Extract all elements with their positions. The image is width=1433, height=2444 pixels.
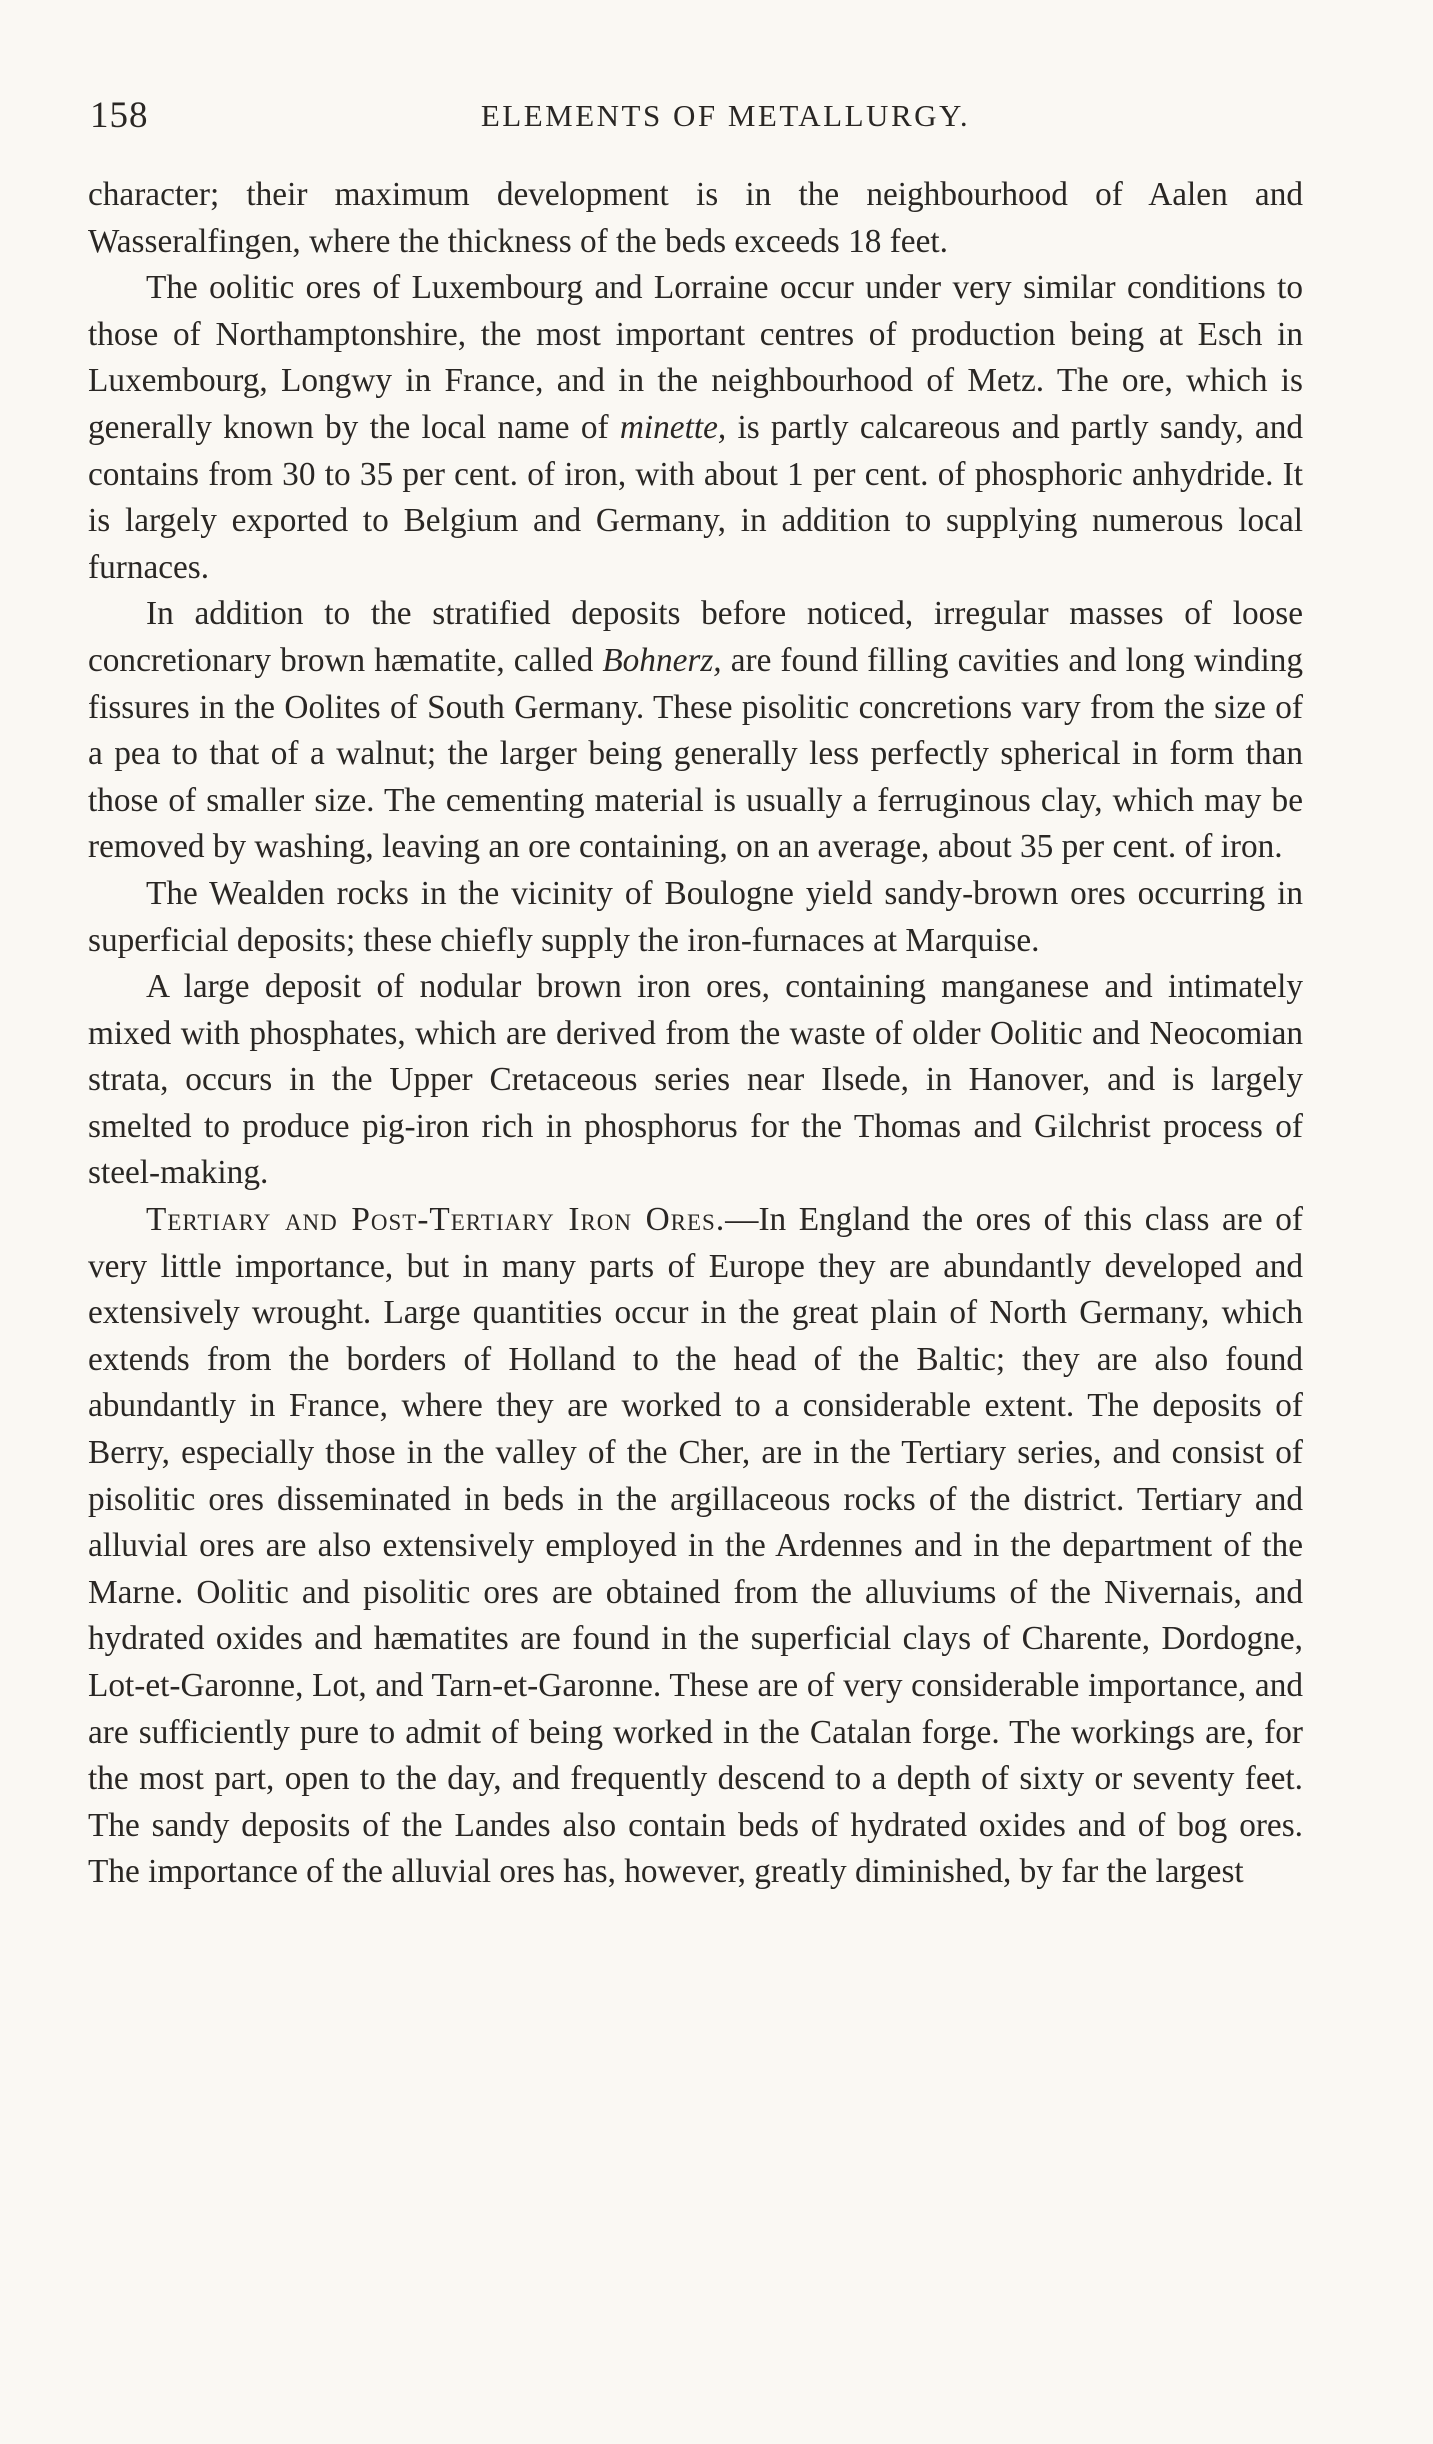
paragraph-5-text: A large deposit of nodular brown iron ores, containing manganese and intimately mixed with phosphates, which are derived from the waste of older Oolitic and Neocomian strata, occurs in the Upper Cretaceous series near Ilsede, in Hanover, and is largely smelted to produce pig-iron rich in phosphorus for the Thomas and Gilchrist process of steel-making. — [88, 968, 1303, 1192]
running-title: ELEMENTS OF METALLURGY. — [480, 98, 971, 133]
paragraph-4-text: The Wealden rocks in the vicinity of Boulogne yield sandy-brown ores occurring in superficial deposits; these chiefly supply the iron-furnaces at Marquise. — [88, 874, 1303, 959]
paragraph-2 — [88, 265, 1303, 591]
italic-term-bohnerz: Bohnerz, — [602, 641, 722, 679]
paragraph-4 — [88, 871, 1303, 964]
running-head — [88, 90, 1303, 150]
body-text — [88, 172, 1303, 1896]
paragraph-6-text: —In England the ores of this class are of very little importance, but in many parts of Europe they are abundantly developed and extensively wrought. Large quantities occur in the great plain of North Germany, which extends from the borders of Holland to the head of the Baltic; they are also found abundantly in France, where they are worked to a considerable extent. The deposits of Berry, especially those in the valley of the Cher, are in the Tertiary series, and consist of pisolitic ores disseminated in beds in the argillaceous rocks of the district. Tertiary and alluvial ores are also extensively employed in the Ardennes and in the department of the Marne. Oolitic and pisolitic ores are obtained from the alluviums of the Nivernais, and hydrated oxides and hæmatites are found in the superficial clays of Charente, Dordogne, Lot-et-Garonne, Lot, and Tarn-et-Garonne. These are of very considerable importance, and are sufficiently pure to admit of being worked in the Catalan forge. The workings are, for the most part, open to the day, and frequently descend to a depth of sixty or seventy feet. The sandy deposits of the Landes also contain beds of hydrated oxides and of bog ores. The importance of the alluvial ores has, however, greatly diminished, by far the largest — [88, 1201, 1303, 1891]
italic-term-minette: minette, — [619, 408, 727, 446]
section-heading: Tertiary and Post-Tertiary Iron Ores. — [146, 1201, 726, 1239]
paragraph-2-text-a: The oolitic ores of Luxembourg and Lorraine occur under very similar conditions to those of Northamptonshire, the most important centres of production being at Esch in Luxembourg, Longwy in France, and in the neighbourhood of Metz. The ore, which is generally known by the local name of — [88, 269, 1303, 446]
paragraph-3 — [88, 591, 1303, 871]
paragraph-3-text-a: In addition to the stratified deposits before noticed, irregular masses of loose concretionary brown hæmatite, called — [88, 595, 1303, 679]
paragraph-5 — [88, 964, 1303, 1197]
book-page — [88, 90, 1303, 1896]
paragraph-1 — [88, 172, 1303, 265]
paragraph-3-text-b: are found filling cavities and long winding fissures in the Oolites of South Germany. These pisolitic concretions vary from the size of a pea to that of a walnut; the larger being generally less perfectly spherical in form than those of smaller size. The cementing material is usually a ferruginous clay, which may be removed by washing, leaving an ore containing, on an average, about 35 per cent. of iron. — [88, 641, 1303, 866]
paragraph-2-text-b: is partly calcareous and partly sandy, and contains from 30 to 35 per cent. of iron, with about 1 per cent. of phosphoric anhydride. It is largely exported to Belgium and Germany, in addition to supplying numerous local furnaces. — [88, 408, 1304, 586]
paragraph-6 — [88, 1197, 1303, 1896]
page-number: 158 — [90, 95, 149, 136]
paragraph-1-text: character; their maximum development is in the neighbourhood of Aalen and Wasseralfingen, where the thickness of the beds exceeds 18 feet. — [88, 176, 1303, 260]
